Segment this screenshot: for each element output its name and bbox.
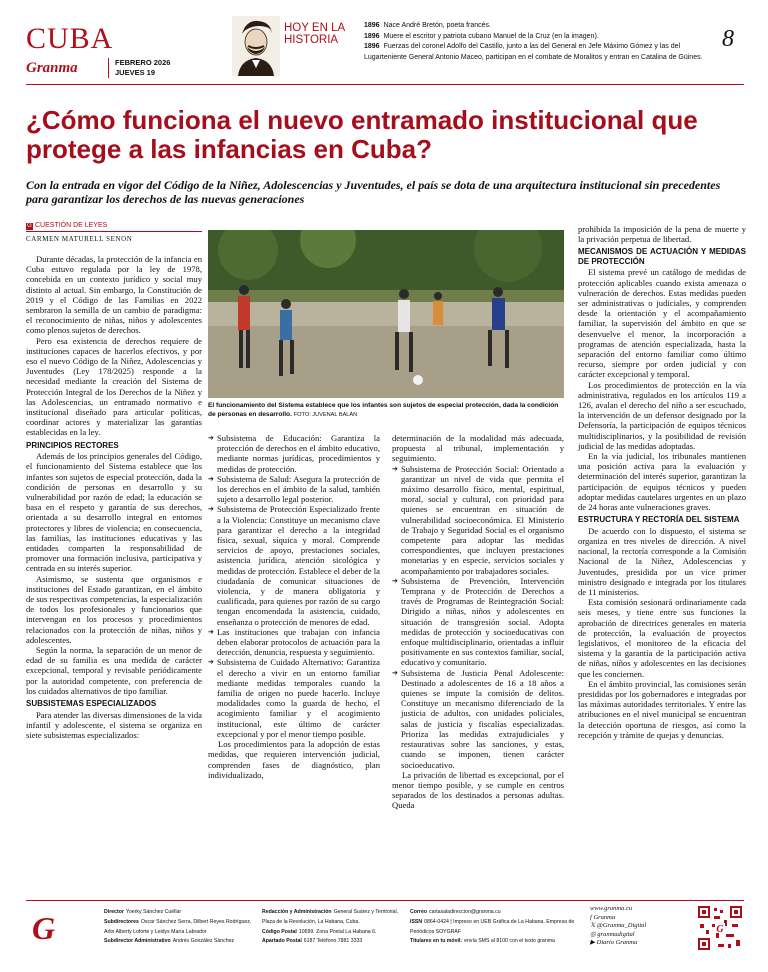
- facebook-link[interactable]: [590, 914, 646, 923]
- event-text: Muere el escritor y patriota cubano Manuel de la Cruz (en la imagen).: [383, 32, 599, 40]
- staff-label: Subdirector Administrativo: [104, 938, 171, 945]
- contact-value[interactable]: cartasaladireccion@granma.cu: [429, 909, 501, 915]
- article-photo: [208, 230, 564, 398]
- date-weekday: JUEVES 19: [115, 68, 156, 77]
- paragraph: Esta comisión sesionará ordinariamente cada seis meses, y tiene entre sus funciones la aprobación de directrices generales en materia de protección, la evaluación de proyectos legislativos, el monitoreo de la eficacia del sistema y la garantía de la participación activa de niñas, niños y adolescentes en las decisiones que les conciernen.: [578, 597, 746, 679]
- facebook-handle: Granma: [593, 913, 616, 921]
- paragraph: En el ámbito provincial, las comisiones serán presididas por los gobernadores e integradas por las máximas autoridades territoriales. Y entre las atribuciones en el nivel municipal se encuentran la detección oportuna de riesgos, así como la recepción y trámite de quejas y denuncias.: [578, 678, 746, 740]
- staff-line: [104, 918, 254, 938]
- instagram-handle: granmadigital: [597, 930, 635, 938]
- address-line: [262, 928, 402, 938]
- author-byline: CARMEN MATURELL SENON: [26, 235, 133, 243]
- section-tag: [26, 222, 107, 230]
- paragraph: Los procedimientos para la adopción de estas medidas, que requieren intervención judicial, comprenden fases de diagnóstico, plan individualizado,: [208, 739, 380, 780]
- article-deck: Con la entrada en vigor del Código de la Niñez, Adolescencias y Juventudes, el país se dota de una arquitectura institucional sin precedentes para garantizar los derechos de las nuevas generaciones: [26, 178, 721, 206]
- footer-address: [262, 908, 402, 947]
- staff-value: Andrés González Sánchez: [172, 938, 235, 945]
- paragraph: Los procedimientos de protección en la vía administrativa, regulados en los artículos 119 a 126, avalan el derecho del niño a ser escuchado, la intervención de un defensor designado por la Defensoría, la participación de equipos técnicos multidisciplinarios, y la posibilidad de revisión judicial de las medidas adoptadas.: [578, 379, 746, 451]
- x-icon: 𝕏: [590, 922, 597, 930]
- bullet-item: ➔ Las instituciones que trabajan con infancia deben elaborar protocolos de actuación para la detección, denuncia, respuesta y seguimiento.: [208, 627, 380, 658]
- footer-divider: [26, 900, 744, 901]
- x-link[interactable]: [590, 922, 646, 931]
- footer-logo: G: [32, 910, 56, 946]
- footer-staff: [104, 908, 254, 947]
- staff-value: Oscar Sánchez Serra, Dilbert Reyes Rodríguez, Arlin Alberty Loforte y Leidys María Labrador: [104, 918, 252, 935]
- history-event: [364, 21, 709, 32]
- social-links: [590, 905, 646, 948]
- x-handle: @Granma_Digital: [596, 922, 647, 930]
- staff-line: [104, 908, 254, 918]
- history-label-line2: HISTORIA: [284, 34, 339, 46]
- address-value: General Suárez y Territorial, Plaza de la Revolución, La Habana, Cuba.: [262, 909, 399, 925]
- bullet-item: ➔ Subsistema de Justicia Penal Adolescente: Destinado a adolescentes de 16 a 18 años a quienes se impute la comisión de delitos. Constituye un mecanismo diferenciado de la justicia de adultos, con unidades policiales, salas de justicia y fiscalías especializadas. Prioriza las medidas extrajudiciales y restaurativas sobre las sanciones, y estas, cuando se imponen, tienen carácter socioeducativo.: [392, 668, 564, 770]
- history-events: [364, 21, 709, 63]
- qr-code-icon[interactable]: [696, 904, 744, 952]
- granma-mini-icon: G: [27, 223, 32, 229]
- paragraph: Además de los principios generales del Código, el funcionamiento del Sistema establece que los infantes son sujetos de especial protección, dada la condición de personas en desarrollo y su vulnerabilidad por razón de edad; la educación se basa en el respeto y garantía de sus derechos, orientada a su desarrollo integral en entornos protectores y libres de violencia; en consecuencia, las familias, las instituciones educativas y las entidades comparten la responsabilidad de promover una formación inclusiva, participativa y centrada en su interés superior.: [26, 451, 202, 574]
- paragraph: Según la norma, la separación de un menor de edad de su familia es una medida de carácter excepcional, temporal y revisable periódicamente por la autoridad competente, con preferencia de los cuidados alternativos de tipo familiar.: [26, 645, 202, 696]
- event-year: 1896: [364, 22, 380, 29]
- contact-value: 0864-0424 | Impreso en UEB Gráfica de La Habana. Empresa de Periódicos SOYGRAF: [410, 918, 575, 935]
- staff-value: Yoerky Sánchez Cuéllar: [125, 909, 182, 915]
- address-label: Apartado Postal: [262, 938, 302, 945]
- article-headline: ¿Cómo funciona el nuevo entramado institucional que protege a las infancias en Cuba?: [26, 105, 698, 164]
- subheading: PRINCIPIOS RECTORES: [26, 440, 119, 450]
- address-line: [262, 937, 402, 947]
- address-value: 6187 Teléfono 7881 3333: [303, 938, 363, 945]
- contact-label: ISSN: [410, 918, 423, 925]
- article-column-3: [392, 433, 564, 811]
- bullet-item: ➔ Subsistema de Salud: Asegura la protección de los derechos en el ámbito de la salud, también sujeto a desarrollo legal posterior.: [208, 474, 380, 505]
- article-column-1: [26, 254, 202, 740]
- paragraph: Para atender las diversas dimensiones de la vida infantil y adolescente, el sistema se organiza en siete subsistemas especializados:: [26, 709, 202, 740]
- instagram-icon: ◎: [590, 930, 598, 938]
- caption-text: El funcionamiento del Sistema establece que los infantes son sujetos de especial protección, dada la condición de personas en desarrollo.: [208, 402, 559, 418]
- bullet-item: ➔ Subsistema de Educación: Garantiza la protección de derechos en el ámbito educativo, mediante normas jurídicas, procedimientos y medidas de protección.: [208, 433, 380, 474]
- contact-label: Correo: [410, 909, 428, 915]
- contact-line: [410, 908, 580, 918]
- address-value: 10699. Zona Postal La Habana 6.: [298, 928, 377, 935]
- facebook-icon: f: [590, 913, 594, 921]
- bullet-item: ➔ Subsistema de Prevención, Intervención Temprana y de Protección de Derechos a través de Programas de Reintegración Social: Dirigido a niñas, niños y adolescentes en situación de transgresión social. Adopta medidas de protección y socioeducativas con enfoque multidisciplinario, orientadas a influir positivamente en sus contextos familiar, social, educativo y comunitario.: [392, 576, 564, 668]
- byline-divider: [26, 231, 202, 232]
- portrait-illustration: [232, 16, 280, 76]
- bullet-item: ➔ Subsistema de Cuidado Alternativo: Garantiza el derecho a vivir en un entorno familiar mediante medidas temporales cuando la familia de origen no puede hacerlo. Incluye modalidades como la guarda de hecho, el acogimiento familiar y el acogimiento institucional, este último de carácter excepcional y por el menor tiempo posible.: [208, 657, 380, 739]
- paragraph: prohibida la imposición de la pena de muerte y la privación perpetua de libertad.: [578, 224, 746, 245]
- paragraph: En la vía judicial, los tribunales mantienen una posición activa para la evaluación y determinación del interés superior, garantizan la participación de equipos técnicos y pueden adoptar medidas cautelares urgentes en un plazo de 24 horas ante vulneraciones graves.: [578, 451, 746, 513]
- contact-line: [410, 937, 580, 947]
- paragraph: Asimismo, se sustenta que organismos e instituciones del Estado garantizan, en el ámbito de sus respectivas competencias, la especialización de todos los profesionales y funcionarios que intervengan en los procesos y procedimientos relacionados con la protección de niñas, niños y adolescentes.: [26, 573, 202, 645]
- event-year: 1896: [364, 43, 380, 50]
- contact-line: [410, 918, 580, 938]
- event-year: 1896: [364, 32, 380, 40]
- history-label-line1: HOY EN LA: [284, 22, 346, 34]
- masthead-divider: [26, 84, 744, 85]
- subheading: MECANISMOS DE ACTUACIÓN Y MEDIDAS DE PROTECCIÓN: [578, 247, 746, 266]
- website-link[interactable]: www.granma.cu: [590, 905, 633, 912]
- paragraph: determinación de la modalidad más adecuada, propuesta al tribunal, implementación y seguimiento.: [392, 433, 564, 464]
- photo-credit: FOTO: JUVENAL BALÁN: [293, 411, 358, 418]
- subheading: SUBSISTEMAS ESPECIALIZADOS: [26, 699, 157, 709]
- section-title: CUBA: [26, 22, 114, 55]
- paragraph: La privación de libertad es excepcional, por el menor tiempo posible, y se cumple en centros separados de los destinados a personas adultas. Queda: [392, 769, 564, 811]
- tag-label: CUESTIÓN DE LEYES: [35, 222, 108, 229]
- paragraph: De acuerdo con lo dispuesto, el sistema se organiza en tres niveles de dirección. A nivel nacional, la rectoría corresponde a la Comisión Nacional de la Niñez, Adolescencias y Juventudes, presidida por un vice primer ministro designado e integrada por los titulares de 11 ministerios.: [578, 525, 746, 597]
- issue-date: [108, 58, 170, 78]
- paragraph: Pero esa existencia de derechos requiere de instituciones capaces de hacerlos efectivos, y por eso el nuevo Código de la Niñez, Adolescencias y Juventudes (Ley 178/2025) responde a la necesidad mediante la creación del Sistema de Protección Integral de los Derechos de la Niñez y las Adolescencias, un entramado normativo e institucional diseñado para articular políticas, coordinar actores y materializar las garantías establecidas en la ley.: [26, 335, 202, 438]
- youtube-icon: ▶: [590, 939, 597, 947]
- subheading: ESTRUCTURA Y RECTORÍA DEL SISTEMA: [578, 515, 740, 525]
- paragraph: El sistema prevé un catálogo de medidas de protección aplicables cuando exista amenaza o vulneración de derechos. Estas medidas pueden ser administrativas o judiciales, y comprenden desde la orientación y el acompañamiento familiar, la supervisión del ámbito en que se desenvuelve el menor, la incorporación a programas de atención especializada, hasta la separación del entorno familiar como último recurso, siempre por orden judicial y con carácter excepcional y temporal.: [578, 267, 746, 380]
- footer-contact: [410, 908, 580, 947]
- staff-label: Director: [104, 909, 124, 915]
- contact-value: envía SMS al 8100 con el texto granma: [464, 938, 555, 945]
- staff-label: Subdirectores: [104, 918, 139, 925]
- date-month: FEBRERO 2026: [115, 58, 171, 67]
- bullet-item: ➔ Subsistema de Protección Especializado frente a la Violencia: Constituye un mecanismo clave para garantizar el derecho a la integridad física, sexual, síquica y moral. Comprende servicios de apoyo, prestaciones sociales, asistencia jurídica, atención sicológica y medidas de protección. Establece el deber de la ciudadanía de comunicar situaciones de violencia, y de manera obligatoria y cualificada, para quienes por razón de su cargo tengan encomendada la asistencia, cuidado, enseñanza o protección de menores de edad.: [208, 504, 380, 626]
- staff-line: [104, 937, 254, 947]
- brand-logo: Granma: [26, 60, 78, 76]
- instagram-link[interactable]: [590, 931, 646, 940]
- address-line: [262, 908, 402, 928]
- history-event: [364, 32, 709, 43]
- address-label: Código Postal: [262, 928, 297, 935]
- event-text: Nace André Bretón, poeta francés.: [383, 22, 491, 29]
- address-label: Redacción y Administración: [262, 909, 332, 915]
- contact-label: Titulares en tu móvil:: [410, 938, 463, 945]
- page-number: 8: [722, 26, 734, 52]
- article-column-2: [208, 433, 380, 780]
- history-event: [364, 42, 709, 63]
- article-column-4: [578, 224, 746, 740]
- paragraph: Durante décadas, la protección de la infancia en Cuba estuvo regulada por la ley de 1978, concebida en un contexto jurídico y social muy distinto al actual. Sin embargo, la Constitución de 2019 y el Código de las Familias en 2022 sembraron la semilla de un cambio de paradigma: el reconocimiento de niñas, niños y adolescentes como plenos sujetos de derechos.: [26, 254, 202, 336]
- event-text: Fuerzas del coronel Adolfo del Castillo, junto a las del General en Jefe Máximo Gómez y las del Lugarteniente General Antonio Maceo, participan en el combate de Moralitos y entran en Catalina de Güines.: [364, 43, 703, 61]
- youtube-handle: Diario Granma: [596, 939, 638, 947]
- photo-caption: [208, 402, 564, 419]
- history-label: [284, 22, 345, 46]
- qr-logo-text: G: [716, 924, 724, 935]
- youtube-link[interactable]: [590, 939, 646, 948]
- bullet-item: ➔ Subsistema de Protección Social: Orientado a garantizar un nivel de vida que permita el máximo desarrollo físico, mental, espiritual, moral, social y cultural, con prioridad para quienes se encuentran en situación de vulnerabilidad socioeconómica. El Ministerio de Trabajo y Seguridad Social es el organismo competente para adoptar las medidas correspondientes, que incluyen prestaciones monetarias y en especie, servicios sociales y acompañamiento por trabajadores sociales.: [392, 464, 564, 576]
